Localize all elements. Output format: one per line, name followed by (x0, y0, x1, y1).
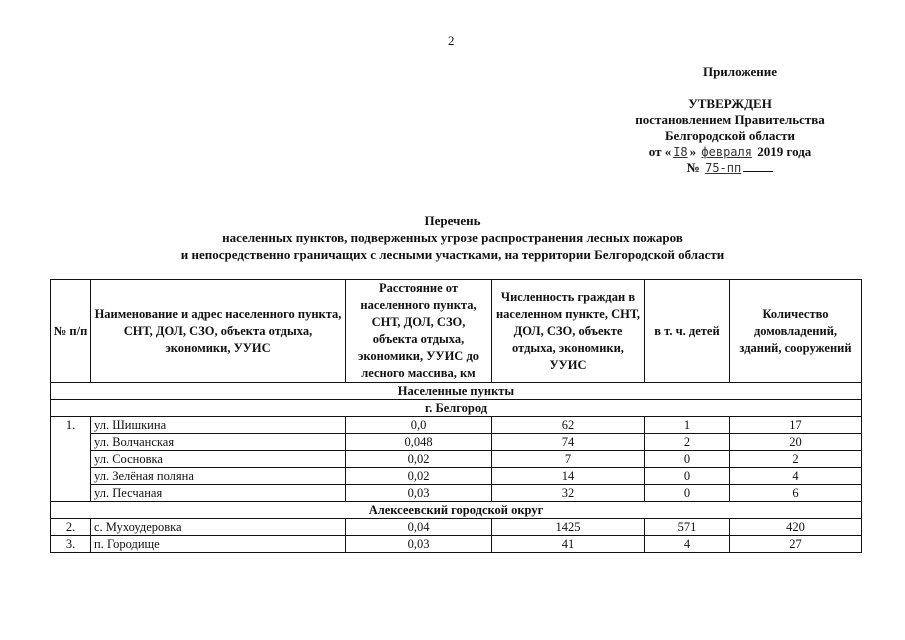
cell-children: 4 (645, 536, 730, 553)
title-line-1: Перечень (424, 213, 481, 228)
cell-name: ул. Сосновка (91, 451, 346, 468)
table-row (51, 451, 862, 468)
approval-date (600, 144, 860, 160)
cell-population: 1425 (492, 519, 645, 536)
cell-children: 0 (645, 485, 730, 502)
date-prefix: от « (648, 144, 672, 159)
cell-distance: 0,02 (346, 468, 492, 485)
section-settlements: Населенные пункты (51, 383, 862, 400)
header-name: Наименование и адрес населенного пункта, СНТ, ДОЛ, СЗО, объекта отдыха, экономики, УУИС (91, 280, 346, 383)
cell-distance: 0,04 (346, 519, 492, 536)
group-alekseevsky-title: Алексеевский городской округ (51, 502, 862, 519)
group-row (51, 502, 862, 519)
number-prefix: № (686, 160, 700, 175)
cell-distance: 0,0 (346, 417, 492, 434)
number-value: 75-пп (705, 161, 742, 175)
cell-children: 1 (645, 417, 730, 434)
cell-population: 62 (492, 417, 645, 434)
cell-population: 14 (492, 468, 645, 485)
header-population: Численность граждан в населенном пункте, СНТ, ДОЛ, СЗО, объекте отдыха, экономики, УУИС (492, 280, 645, 383)
cell-name: ул. Зелёная поляна (91, 468, 346, 485)
row-number: 1. (51, 417, 91, 502)
group-belgorod-title: г. Белгород (51, 400, 862, 417)
table-row (51, 519, 862, 536)
header-number: № п/п (51, 280, 91, 383)
cell-name: ул. Шишкина (91, 417, 346, 434)
page-number: 2 (448, 33, 455, 48)
cell-buildings: 420 (730, 519, 862, 536)
approval-block (600, 64, 860, 176)
cell-distance: 0,03 (346, 485, 492, 502)
cell-buildings: 27 (730, 536, 862, 553)
number-underline (743, 161, 773, 172)
cell-buildings: 2 (730, 451, 862, 468)
cell-children: 0 (645, 451, 730, 468)
cell-buildings: 20 (730, 434, 862, 451)
table-row (51, 417, 862, 434)
header-distance: Расстояние от населенного пункта, СНТ, ДОЛ, СЗО, объекта отдыха, экономики, УУИС до лесного массива, км (346, 280, 492, 383)
table-row (51, 468, 862, 485)
cell-buildings: 17 (730, 417, 862, 434)
table-row (51, 536, 862, 553)
cell-children: 0 (645, 468, 730, 485)
cell-name: п. Городище (91, 536, 346, 553)
header-buildings: Количество домовладений, зданий, сооружений (730, 280, 862, 383)
approval-number (600, 160, 860, 176)
date-day: I8 (673, 145, 688, 159)
row-number: 3. (51, 536, 91, 553)
settlements-table (50, 279, 862, 553)
title-line-3: и непосредственно граничащих с лесными участками, на территории Белгородской области (180, 247, 725, 262)
group-row (51, 400, 862, 417)
approval-line-2: Белгородской области (664, 128, 796, 143)
approved-label: УТВЕРЖДЕН (688, 96, 772, 111)
cell-children: 2 (645, 434, 730, 451)
date-year: 2019 года (757, 144, 812, 159)
cell-name: ул. Песчаная (91, 485, 346, 502)
approval-line-1: постановлением Правительства (635, 112, 825, 127)
cell-name: с. Мухоудеровка (91, 519, 346, 536)
cell-distance: 0,03 (346, 536, 492, 553)
cell-buildings: 6 (730, 485, 862, 502)
cell-population: 41 (492, 536, 645, 553)
cell-population: 74 (492, 434, 645, 451)
cell-population: 7 (492, 451, 645, 468)
cell-children: 571 (645, 519, 730, 536)
section-row (51, 383, 862, 400)
date-mid: » (689, 144, 697, 159)
cell-name: ул. Волчанская (91, 434, 346, 451)
title-line-2: населенных пунктов, подверженных угрозе распространения лесных пожаров (222, 230, 683, 245)
cell-distance: 0,02 (346, 451, 492, 468)
date-month: февраля (701, 145, 752, 159)
appendix-label: Приложение (702, 64, 778, 79)
table-header-row (51, 280, 862, 383)
row-number: 2. (51, 519, 91, 536)
table-row (51, 434, 862, 451)
cell-buildings: 4 (730, 468, 862, 485)
document-title (40, 212, 865, 263)
header-children: в т. ч. детей (645, 280, 730, 383)
cell-distance: 0,048 (346, 434, 492, 451)
table-row (51, 485, 862, 502)
cell-population: 32 (492, 485, 645, 502)
